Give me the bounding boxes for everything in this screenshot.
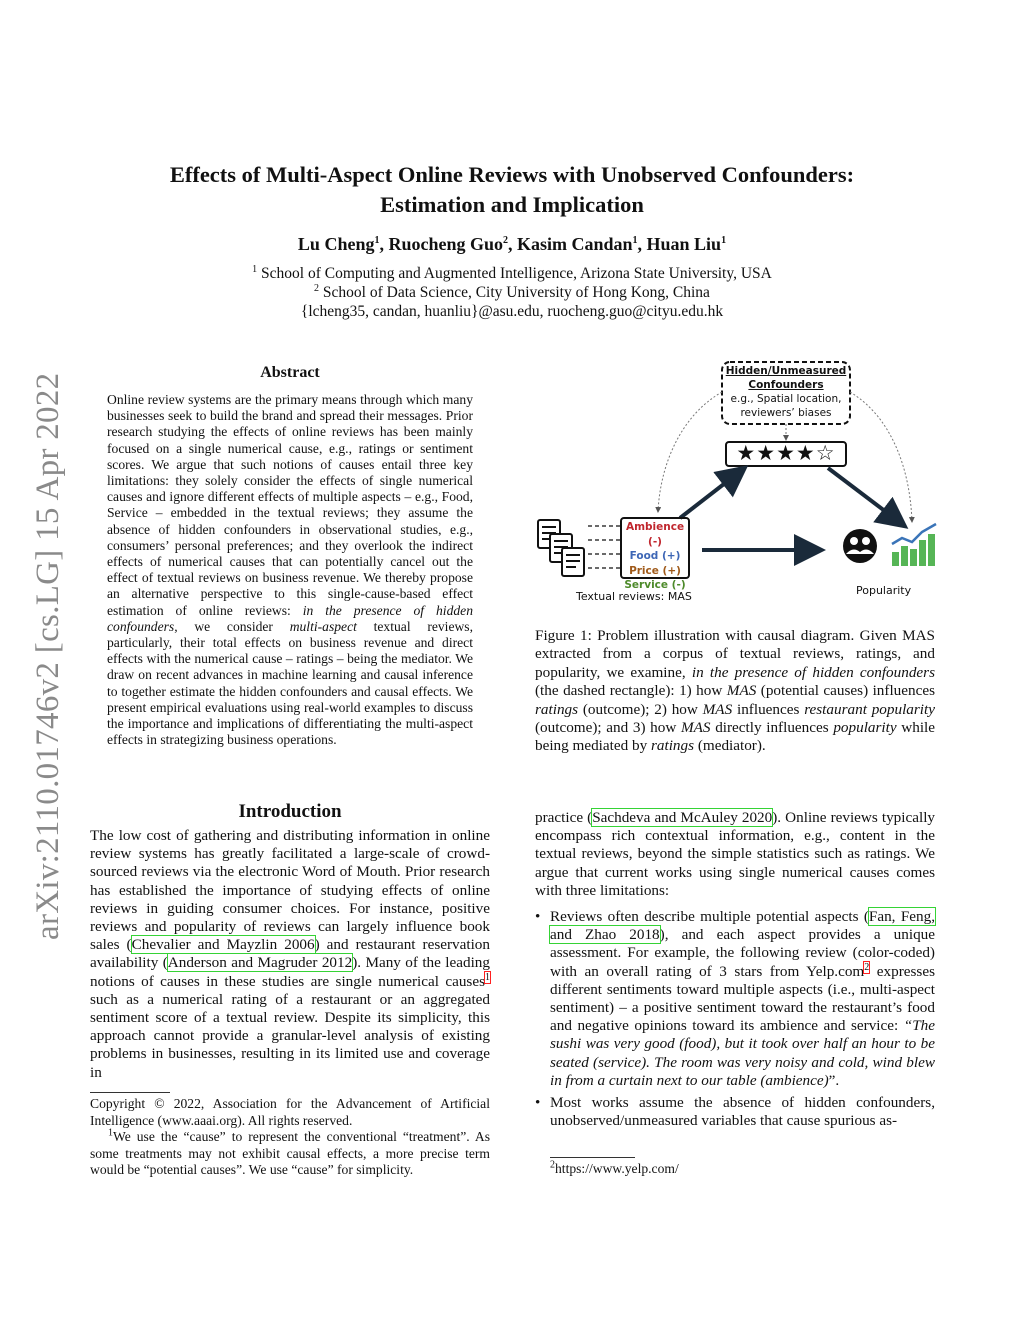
- confounders-title-1: Hidden/Unmeasured: [725, 365, 847, 377]
- caption-text: (outcome); and 3) how: [535, 719, 681, 737]
- copyright-notice: Copyright © 2022, Association for the Advancement of Artificial Intelligence (www.aaai.org). All rights reserved.: [90, 1096, 490, 1128]
- introduction-heading: Introduction: [238, 801, 342, 822]
- caption-emphasis: ratings: [535, 700, 579, 718]
- limitations-list: [535, 908, 935, 1130]
- hidden-confounders-box: [724, 362, 848, 422]
- author-affil-mark: 1: [632, 235, 638, 246]
- bullet-dot: •: [535, 908, 541, 926]
- abstract-part-1: Online review systems are the primary means through which many businesses seek to build the brand and spread their messages. Prior research studying the effects of online reviews has been mainly focused on a single numerical cause, e.g., ratings or sentiment scores. We argue that such notions of causes entail three key limitations: they solely consider the effects of single numerical causes and ignore different effects of multiple aspects – e.g., Food, Service – embedded in the textual reviews; they assume the absence of hidden confounders in observational studies, e.g., consumers’ personal preferences; and they overlook the indirect effects of numerical causes that can potentially cancel out the effect of textual reviews on business revenue. We thereby propose an alternative perspective to this single-cause-based effect estimation of online reviews:: [107, 392, 473, 618]
- intro-text-2: ) and restaurant reservation availability (: [90, 936, 490, 972]
- author-affil-mark: 2: [502, 235, 508, 246]
- footnote-2-url[interactable]: https://www.yelp.com/: [555, 1161, 679, 1176]
- aspects-to-rating-arrow: [680, 470, 742, 518]
- caption-text: Figure 1: Problem illustration with causal diagram. Given MAS extracted from a corpus of textual reviews, ratings, and popularity, we examine,: [535, 627, 935, 681]
- title-line-2: Estimation and Implication: [380, 192, 644, 217]
- popularity-label: Popularity: [856, 584, 912, 597]
- caption-text: (potential causes) influences: [756, 682, 935, 700]
- author-name: Ruocheng Guo: [388, 234, 503, 254]
- footnote-1-text: We use the “cause” to represent the conventional “treatment”. As some treatments may not exhibit causal effects, a more precise term would be “potential causes”. We use “cause” for simplicity.: [90, 1129, 490, 1177]
- right-text-2: ). Online reviews typically encompass rich contextual information, e.g., content in the textual reviews, beyond the simple statistics such as ratings. We argue that current works using single numerical causes comes with three limitations:: [535, 809, 936, 899]
- right-paragraph: [535, 809, 935, 900]
- figure-1-causal-diagram: [530, 356, 940, 606]
- caption-emphasis: in the presence of hidden confounders: [691, 663, 935, 681]
- caption-text: (outcome); 2) how: [578, 700, 703, 718]
- abstract-part-2: , we consider: [174, 618, 290, 634]
- rating-stars: ★★★★☆: [736, 441, 836, 465]
- confounder-to-popularity-arrow: [850, 392, 912, 522]
- footnote-1-mark: 1: [108, 1127, 113, 1139]
- footnote-1: [90, 1129, 490, 1179]
- footnote-ref-1[interactable]: 1: [485, 971, 490, 983]
- review-quote: “The sushi was very good (food), but it took over half an hour to be seated (service). The room was very noisy and cold, wind blew in from a curtain next to our table (ambience): [550, 1017, 935, 1089]
- author-emails: {lcheng35, candan, huanliu}@asu.edu, ruocheng.guo@cityu.edu.hk: [300, 303, 724, 320]
- caption-emphasis: ratings: [650, 737, 695, 755]
- textual-reviews-label: Textual reviews: MAS: [576, 590, 692, 603]
- abstract-emphasis-1: in the presence of hidden confounders: [107, 602, 473, 634]
- bullet-dot: •: [535, 1094, 541, 1112]
- abstract-heading: Abstract: [260, 364, 320, 381]
- affiliations: [60, 264, 964, 321]
- citation-anderson-magruder[interactable]: Anderson and Magruder 2012: [167, 954, 353, 972]
- author-affil-mark: 1: [721, 235, 727, 246]
- citation-fan-feng-zhao[interactable]: Fan, Feng, and Zhao 2018: [550, 908, 935, 944]
- rating-to-popularity-arrow: [828, 468, 902, 524]
- confounders-title-2: Confounders: [748, 379, 824, 391]
- bullet-1-text-3: expresses different sentiments toward multiple aspects (i.e., multi-aspect sentiment) – a positive sentiment toward the restaurant’s food and negative opinions toward its ambience and service:: [550, 962, 935, 1035]
- caption-text: directly influences: [710, 719, 834, 737]
- intro-text-3: ). Many of the leading notions of causes in these studies are single numerical causes: [90, 954, 490, 990]
- bullet-1-text-4: ”.: [828, 1071, 840, 1089]
- confounders-example-1: e.g., Spatial location,: [730, 393, 842, 405]
- limitation-item-2: [535, 1094, 935, 1130]
- right-column-text: [535, 809, 935, 1134]
- affiliation-1: [60, 264, 964, 283]
- right-text-1: practice (: [535, 809, 593, 826]
- footnote-2-mark: 2: [550, 1159, 555, 1171]
- author-list: Lu Cheng$^1$, Ruocheng Guo$^2$, Kasim Candan$^1$, Huan Liu$^1$: [297, 234, 727, 254]
- affiliation-2: [60, 283, 964, 302]
- caption-emphasis: MAS: [702, 700, 733, 718]
- author-name: Kasim Candan: [516, 234, 633, 254]
- aspect-ambience: Ambience (-): [625, 521, 685, 548]
- aspect-price: Price (+): [629, 564, 681, 577]
- author-name: Huan Liu: [646, 234, 722, 254]
- limitation-item-1: [535, 908, 935, 1090]
- people-icon: [843, 529, 877, 563]
- caption-text: (mediator).: [694, 737, 766, 755]
- aspect-service: Service (-): [624, 579, 686, 592]
- affil-mark-2: 2: [314, 282, 320, 294]
- abstract-emphasis-2: multi-aspect: [289, 618, 357, 634]
- citation-sachdeva-mcauley[interactable]: Sachdeva and McAuley 2020: [592, 809, 773, 826]
- arxiv-identifier-stamp: arXiv:2110.01746v2 [cs.LG] 15 Apr 2022: [30, 372, 66, 940]
- bullet-1-text-1: Reviews often describe multiple potential aspects (: [550, 908, 869, 926]
- documents-icon: [538, 520, 584, 576]
- bullet-1-text-2: ), and each aspect provides a unique assessment. For example, the following review (color-coded) with an overall rating of 3 stars from Yelp.com: [550, 926, 935, 980]
- author-affil-mark: 1: [374, 235, 380, 246]
- footnote-ref-2[interactable]: 2: [864, 961, 870, 973]
- footnote-divider-left: [90, 1092, 170, 1093]
- author-name: Lu Cheng: [297, 234, 375, 254]
- caption-text: influences: [732, 700, 805, 718]
- bullet-2-text: Most works assume the absence of hidden confounders, unobserved/unmeasured variables that cause spurious as-: [550, 1094, 935, 1130]
- caption-text: (the dashed rectangle): 1) how: [535, 682, 727, 700]
- aspect-food: Food (+): [629, 550, 681, 563]
- abstract-part-3: textual reviews, particularly, their total effects on business revenue and direct effects with the numerical cause – ratings – being the mediator. We draw on recent advances in machine learning and causal inference to together estimate the hidden confounders and causal effects. We present empirical evaluations using real-world examples to discuss the importance and implications of differentiating the multi-aspect effects in strategizing business operations.: [107, 618, 473, 748]
- citation-chevalier-mayzlin[interactable]: Chevalier and Mayzlin 2006: [131, 936, 315, 954]
- affiliation-1-text: School of Computing and Augmented Intelligence, Arizona State University, USA: [261, 265, 772, 282]
- introduction-text: [90, 827, 490, 1082]
- caption-emphasis: popularity: [833, 719, 897, 737]
- aspect-list: [621, 518, 689, 592]
- paper-title: [60, 160, 964, 220]
- caption-emphasis: restaurant popularity: [804, 700, 935, 718]
- figure-1-caption: [535, 627, 935, 756]
- popularity-chart-icon: [892, 524, 936, 566]
- footnote-2: [550, 1161, 679, 1177]
- affiliation-2-text: School of Data Science, City University of Hong Kong, China: [322, 284, 710, 301]
- abstract-text: [107, 392, 473, 748]
- intro-text-4: such as a numerical rating of a restaurant or an aggregated sentiment score of a textual review. Despite its simplicity, this approach cannot provide a granular-level analysis of existing problems in businesses, resulting in its limited use and coverage in: [90, 990, 490, 1081]
- caption-emphasis: MAS: [681, 719, 711, 737]
- affil-mark-1: 1: [252, 263, 258, 275]
- footnote-divider-right: [550, 1157, 635, 1158]
- caption-text: while being mediated by: [535, 719, 935, 755]
- intro-text-1: The low cost of gathering and distributing information in online review systems has greatly facilitated a large-scale of crowd-sourced reviews via the electronic Word of Mouth. Prior research has established the importance of studying effects of online reviews in guiding consumer choices. For instance, positive reviews and popularity of reviews can largely influence book sales (: [90, 827, 490, 954]
- caption-emphasis: MAS: [726, 682, 757, 700]
- title-line-1: Effects of Multi-Aspect Online Reviews with Unobserved Confounders:: [169, 162, 855, 187]
- footnotes-left: [90, 1096, 490, 1179]
- confounders-example-2: reviewers’ biases: [740, 407, 832, 419]
